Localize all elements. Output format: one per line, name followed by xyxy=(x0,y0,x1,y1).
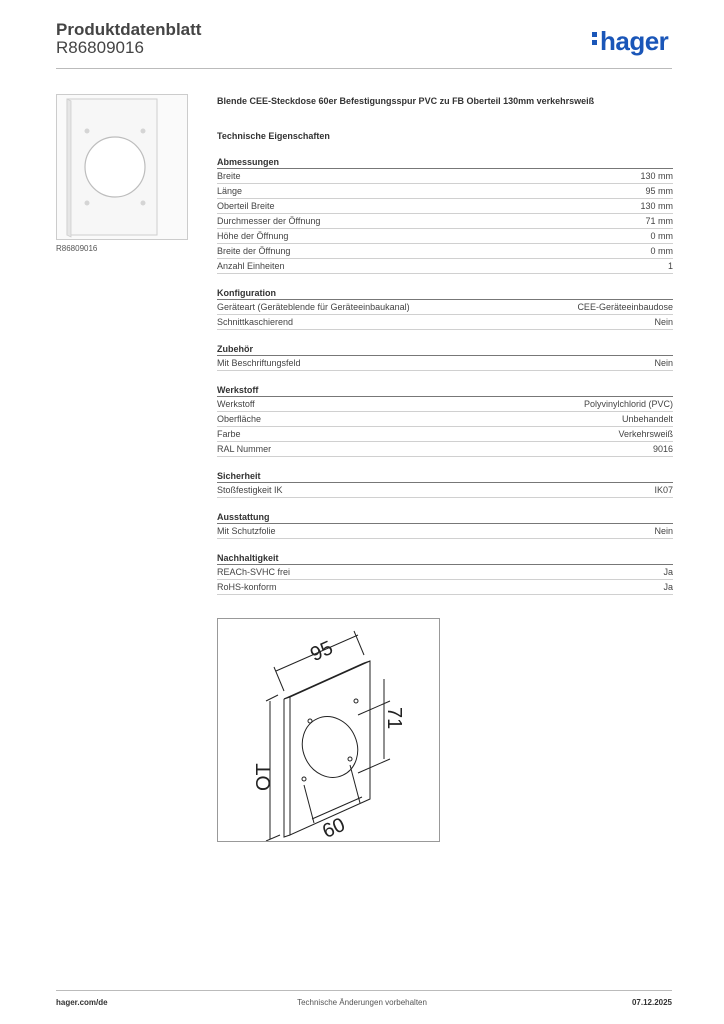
footer-website-link[interactable]: hager.com/de xyxy=(56,998,108,1007)
section-title: Konfiguration xyxy=(217,287,673,300)
spec-content xyxy=(217,96,673,636)
spec-row xyxy=(217,214,673,229)
spec-label: Länge xyxy=(217,186,243,196)
spec-value: Polyvinylchlorid (PVC) xyxy=(583,399,673,409)
spec-row xyxy=(217,244,673,259)
spec-value: 0 mm xyxy=(650,231,673,241)
page-title: Produktdatenblatt xyxy=(56,20,202,39)
spec-row xyxy=(217,524,673,539)
hager-logo xyxy=(592,26,668,57)
spec-sections xyxy=(217,156,673,608)
spec-value: 0 mm xyxy=(650,246,673,256)
dimension-spacing-label: 60 xyxy=(319,813,349,841)
spec-row xyxy=(217,427,673,442)
spec-label: Farbe xyxy=(217,429,241,439)
dimension-width-label: 95 xyxy=(307,636,337,667)
technical-drawing xyxy=(217,618,440,842)
spec-label: RoHS-konform xyxy=(217,582,277,592)
spec-row xyxy=(217,397,673,412)
product-photo xyxy=(56,94,188,240)
dimension-drawing-icon xyxy=(218,619,439,841)
spec-row xyxy=(217,412,673,427)
spec-value: 130 mm xyxy=(640,171,673,181)
spec-value: CEE-Geräteeinbaudose xyxy=(577,302,673,312)
spec-label: Breite xyxy=(217,171,241,181)
spec-value: 1 xyxy=(667,261,673,271)
spec-label: Breite der Öffnung xyxy=(217,246,291,256)
spec-label: Mit Schutzfolie xyxy=(217,526,276,536)
section-title: Werkstoff xyxy=(217,384,673,397)
spec-value: Nein xyxy=(654,317,673,327)
logo-text: hager xyxy=(600,26,669,56)
spec-row xyxy=(217,580,673,595)
section-title: Abmessungen xyxy=(217,156,673,169)
photo-caption: R86809016 xyxy=(56,244,98,253)
spec-row xyxy=(217,356,673,371)
spec-row xyxy=(217,229,673,244)
logo-colon-icon xyxy=(592,29,597,48)
spec-row xyxy=(217,169,673,184)
spec-row xyxy=(217,259,673,274)
section-title: Zubehör xyxy=(217,343,673,356)
spec-value: 9016 xyxy=(652,444,673,454)
section-title: Nachhaltigkeit xyxy=(217,552,673,565)
footer-date: 07.12.2025 xyxy=(631,998,672,1007)
spec-row xyxy=(217,565,673,580)
cover-plate-photo-icon xyxy=(57,95,187,239)
spec-row xyxy=(217,184,673,199)
spec-value: 130 mm xyxy=(640,201,673,211)
spec-label: Höhe der Öffnung xyxy=(217,231,289,241)
dimension-diameter-label: 71 xyxy=(383,707,405,730)
spec-value: 95 mm xyxy=(645,186,673,196)
product-title: Blende CEE-Steckdose 60er Befestigungsspur PVC zu FB Oberteil 130mm verkehrsweiß xyxy=(217,96,595,106)
spec-label: Werkstoff xyxy=(217,399,255,409)
header-divider xyxy=(56,68,672,69)
section-title: Sicherheit xyxy=(217,470,673,483)
spec-label: Stoßfestigkeit IK xyxy=(217,485,283,495)
spec-value: IK07 xyxy=(654,485,673,495)
spec-row xyxy=(217,442,673,457)
spec-row xyxy=(217,315,673,330)
spec-label: Durchmesser der Öffnung xyxy=(217,216,321,226)
spec-label: Oberteil Breite xyxy=(217,201,275,211)
footer-divider xyxy=(56,990,672,991)
footer-note: Technische Änderungen vorbehalten xyxy=(297,998,427,1007)
spec-value: Nein xyxy=(654,526,673,536)
spec-value: Verkehrsweiß xyxy=(618,429,673,439)
spec-value: Nein xyxy=(654,358,673,368)
spec-value: Ja xyxy=(663,582,673,592)
spec-label: Schnittkaschierend xyxy=(217,317,294,327)
spec-label: Geräteart (Geräteblende für Geräteeinbaukanal) xyxy=(217,302,410,312)
spec-value: Unbehandelt xyxy=(621,414,673,424)
spec-value: Ja xyxy=(663,567,673,577)
technical-properties-heading: Technische Eigenschaften xyxy=(217,131,330,141)
spec-label: RAL Nummer xyxy=(217,444,272,454)
spec-row xyxy=(217,199,673,214)
spec-label: Oberfläche xyxy=(217,414,262,424)
spec-label: Anzahl Einheiten xyxy=(217,261,285,271)
spec-label: Mit Beschriftungsfeld xyxy=(217,358,301,368)
spec-label: REACh-SVHC frei xyxy=(217,567,291,577)
spec-value: 71 mm xyxy=(645,216,673,226)
section-title: Ausstattung xyxy=(217,511,673,524)
spec-row xyxy=(217,300,673,315)
product-code: R86809016 xyxy=(56,38,144,57)
dimension-height-label: OT xyxy=(253,763,275,791)
spec-row xyxy=(217,483,673,498)
